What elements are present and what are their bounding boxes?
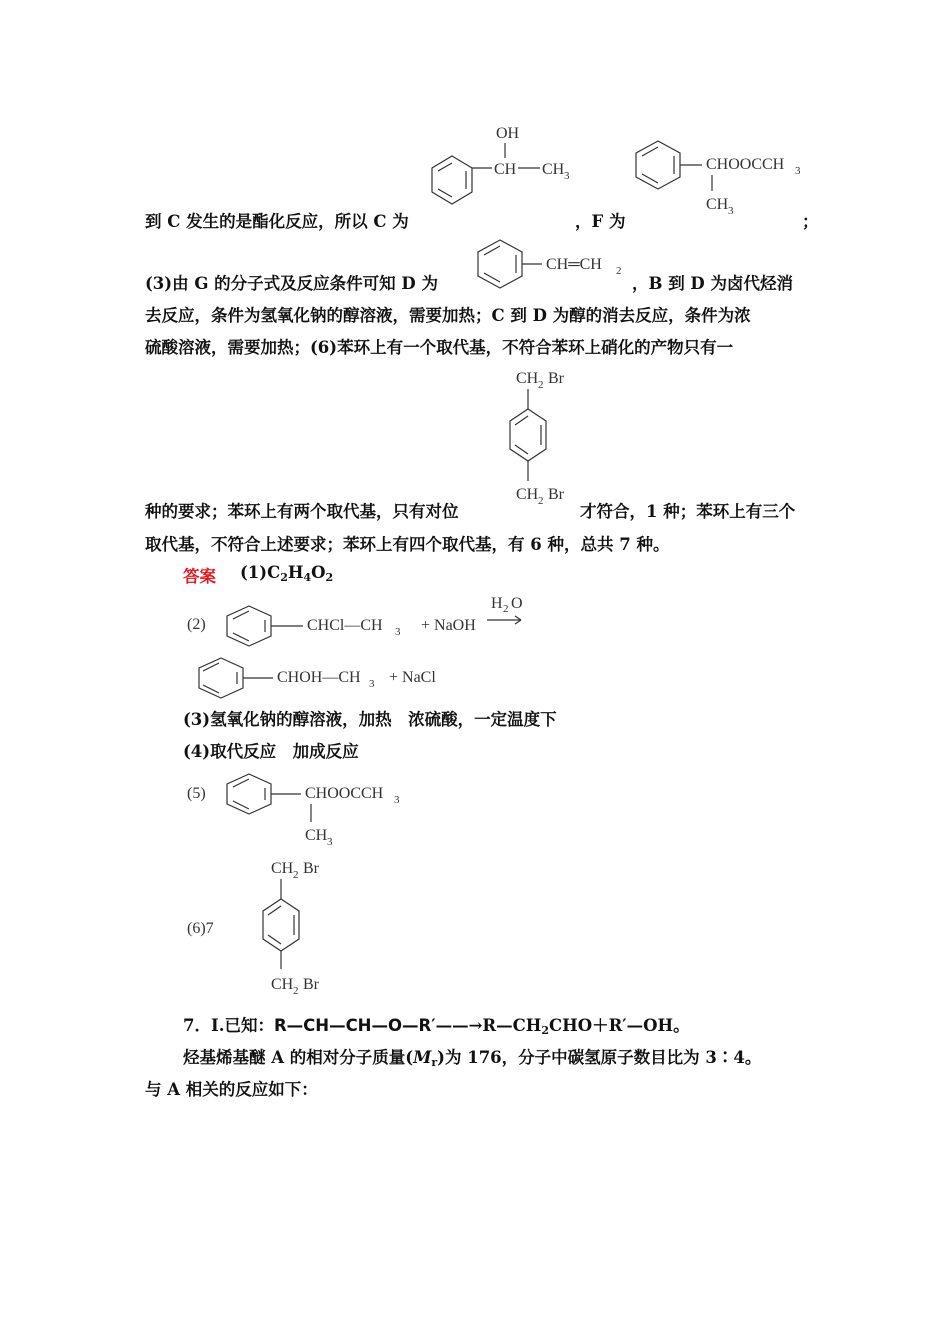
answer-label: 答案 — [183, 567, 216, 586]
structure-d — [468, 236, 638, 292]
answer-2-reaction — [185, 592, 545, 702]
svg-text:CHCl—CH: CHCl—CH — [307, 617, 383, 634]
svg-text:3: 3 — [395, 626, 401, 638]
svg-text:CH: CH — [516, 370, 539, 387]
svg-text:(6)7: (6)7 — [187, 920, 214, 937]
svg-text:CHOOCCH: CHOOCCH — [305, 785, 384, 802]
svg-text:Br: Br — [548, 370, 564, 387]
svg-text:CH═CH: CH═CH — [546, 256, 602, 273]
svg-text:CH: CH — [542, 161, 565, 178]
svg-text:3: 3 — [327, 836, 333, 848]
svg-text:Br: Br — [548, 486, 564, 503]
svg-text:Br: Br — [303, 976, 319, 993]
svg-text:2: 2 — [538, 379, 544, 391]
svg-text:CH: CH — [305, 827, 328, 844]
svg-text:CH: CH — [516, 486, 539, 503]
svg-text:2: 2 — [538, 495, 544, 507]
answer-5-structure — [185, 770, 425, 850]
q7-line3: 与 A 相关的反应如下： — [145, 1080, 318, 1099]
paragraph-line: ； — [802, 212, 819, 231]
paragraph-line: 硫酸溶液，需要加热；(6)苯环上有一个取代基，不符合苯环上硝化的产物只有一 — [145, 338, 734, 357]
svg-text:CH: CH — [706, 196, 729, 213]
paragraph-line: 去反应，条件为氢氧化钠的醇溶液，需要加热；C 到 D 为醇的消去反应，条件为浓 — [145, 306, 751, 325]
svg-text:2: 2 — [293, 985, 299, 997]
svg-text:CH: CH — [271, 860, 294, 877]
svg-text:3: 3 — [369, 678, 375, 690]
svg-text:O: O — [511, 595, 523, 612]
svg-text:3: 3 — [728, 205, 734, 217]
svg-text:2: 2 — [503, 603, 509, 615]
svg-text:CHOOCCH: CHOOCCH — [706, 156, 785, 173]
paragraph-line: ，F 为 — [575, 212, 626, 231]
structure-para-dibromide — [490, 365, 590, 515]
q7-line1: 7．Ⅰ.已知：$R—CH—CH—O—R'——\to R—CH_2CHO+R'—OH$。 — [183, 1016, 690, 1037]
paragraph-line: 种的要求；苯环上有两个取代基，只有对位 — [145, 502, 459, 521]
structure-f — [628, 135, 818, 215]
paragraph-line: 取代基，不符合上述要求；苯环上有四个取代基，有 6 种，总共 7 种。 — [145, 535, 670, 554]
svg-text:3: 3 — [564, 170, 570, 182]
answer-4: (4)取代反应 加成反应 — [183, 742, 359, 761]
svg-text:CHOH—CH: CHOH—CH — [277, 669, 361, 686]
answer-3: (3)氢氧化钠的醇溶液，加热 浓硫酸，一定温度下 — [183, 710, 557, 729]
oh-label: OH — [496, 125, 520, 142]
ch-label: CH — [494, 161, 517, 178]
svg-text:H: H — [491, 595, 503, 612]
svg-text:2: 2 — [616, 265, 622, 277]
paragraph-line: 才符合，1 种；苯环上有三个 — [580, 502, 796, 521]
svg-text:+ NaOH: + NaOH — [421, 617, 476, 634]
svg-text:3: 3 — [795, 165, 801, 177]
svg-text:+ NaCl: + NaCl — [389, 669, 436, 686]
svg-text:(2): (2) — [187, 616, 206, 633]
svg-text:2: 2 — [293, 869, 299, 881]
answer-6-structure — [185, 855, 385, 1005]
answer-1: $(1)C_2H_4O_2$ — [240, 563, 334, 584]
svg-text:3: 3 — [394, 794, 400, 806]
svg-text:(5): (5) — [187, 785, 206, 802]
svg-text:Br: Br — [303, 860, 319, 877]
structure-c — [430, 118, 600, 218]
paragraph-line: (3)由 G 的分子式及反应条件可知 D 为 — [145, 274, 438, 293]
svg-text:CH: CH — [271, 976, 294, 993]
paragraph-line: ，B 到 D 为卤代烃消 — [632, 274, 793, 293]
q7-line2: 烃基烯基醚 A 的相对分子质量$(M_r)$为 176，分子中碳氢原子数目比为 3∶4。 — [183, 1048, 762, 1069]
paragraph-line: 到 C 发生的是酯化反应，所以 C 为 — [145, 212, 409, 231]
